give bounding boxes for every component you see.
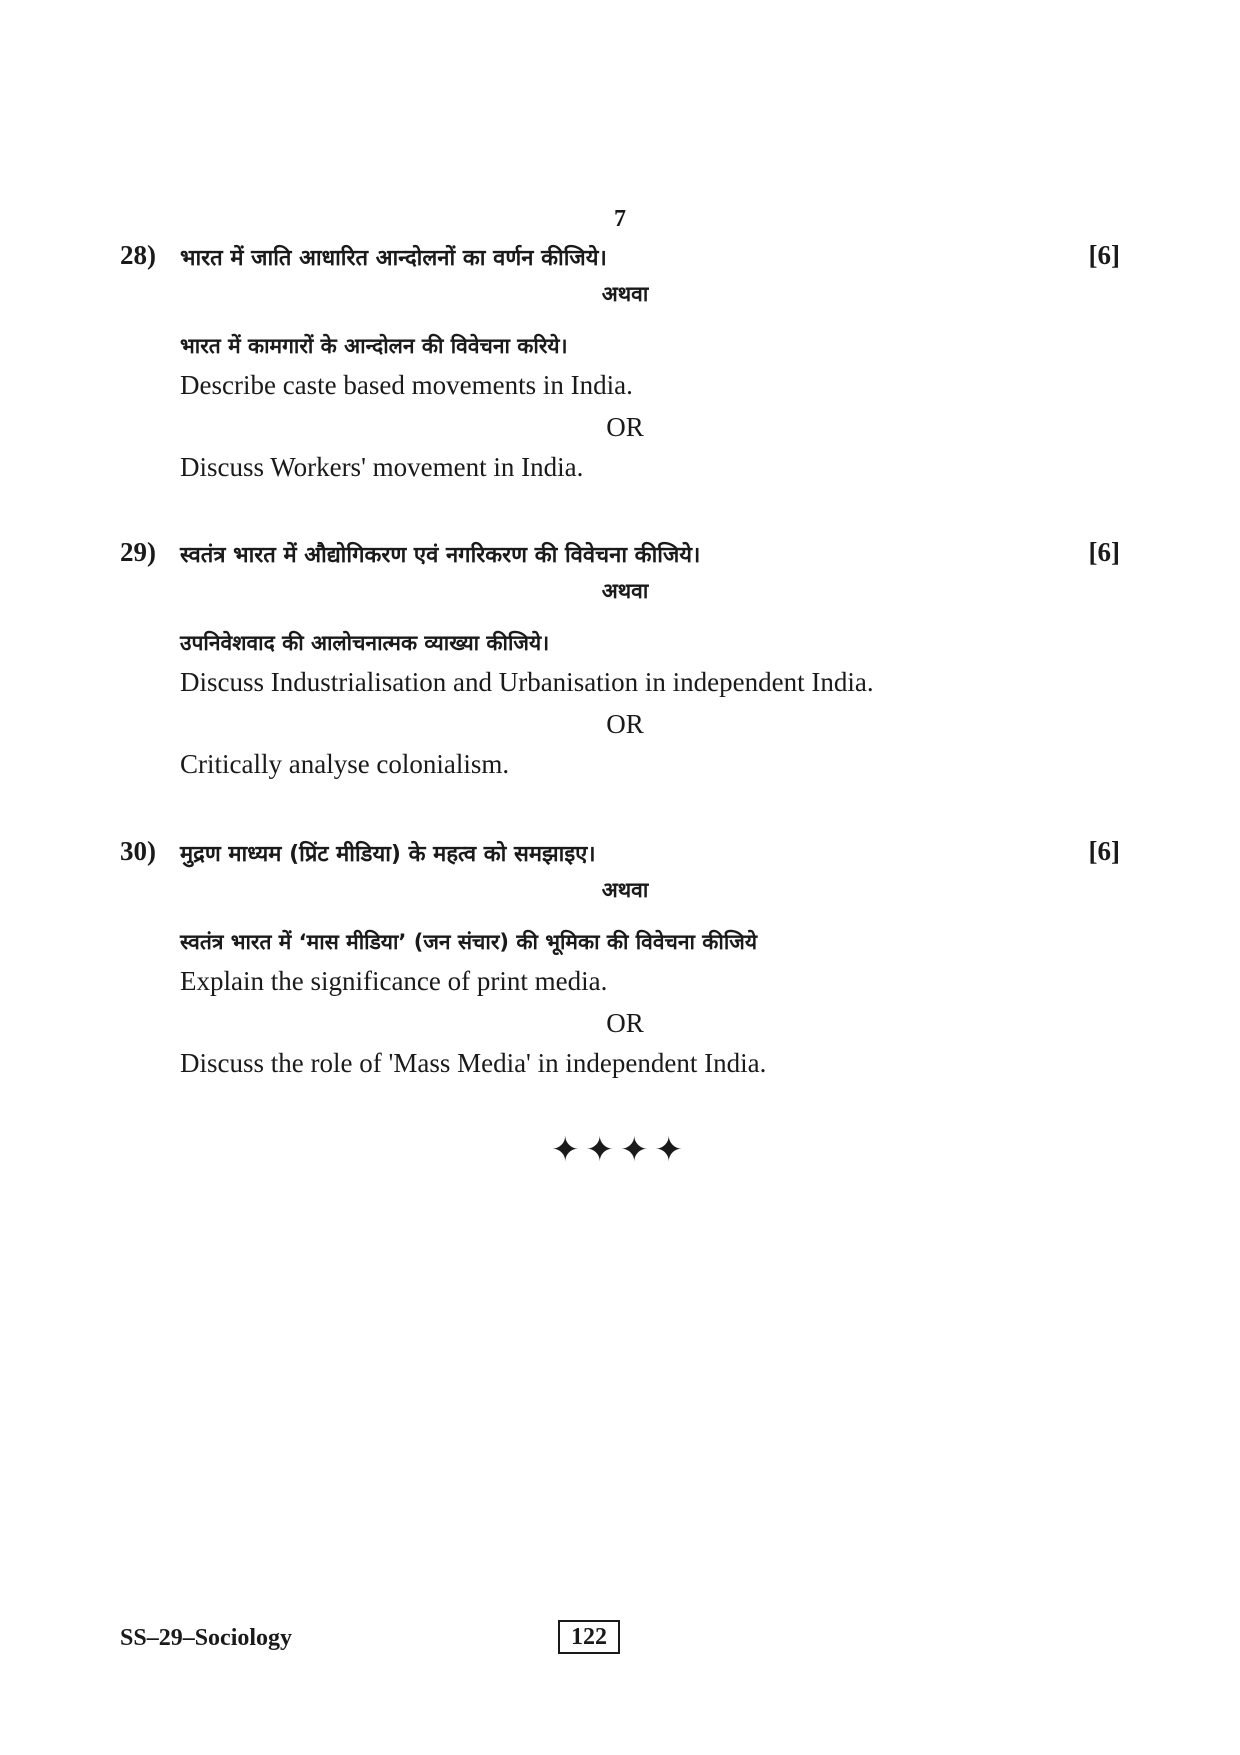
question-english-alt: Discuss Workers' movement in India.	[180, 452, 584, 482]
question-marks: [6]	[1088, 836, 1120, 866]
question-29	[120, 537, 1120, 779]
question-header	[120, 537, 1120, 581]
footer-page-number: 122	[558, 1620, 620, 1654]
or-hindi: अथवा	[601, 579, 649, 603]
question-header	[120, 240, 1120, 284]
question-english-alt: Discuss the role of 'Mass Media' in independent India.	[180, 1048, 767, 1078]
question-hindi-alt: स्वतंत्र भारत में ‘मास मीडिया’ (जन संचार) की भूमिका की विवेचना कीजिये	[180, 930, 758, 954]
question-english-main: Describe caste based movements in India.	[180, 370, 633, 400]
end-divider-stars: ✦✦✦✦	[551, 1132, 689, 1169]
question-number: 30)	[120, 836, 156, 866]
question-28	[120, 240, 1120, 482]
question-hindi-alt: भारत में कामगारों के आन्दोलन की विवेचना करिये।	[180, 334, 568, 358]
page-number-top: 7	[614, 206, 626, 232]
or-english: OR	[606, 1008, 644, 1038]
question-number: 29)	[120, 537, 156, 567]
or-english: OR	[606, 709, 644, 739]
question-hindi-main: भारत में जाति आधारित आन्दोलनों का वर्णन कीजिये।	[180, 246, 607, 271]
question-hindi-alt: उपनिवेशवाद की आलोचनात्मक व्याख्या कीजिये।	[180, 631, 550, 655]
footer-paper-code: SS–29–Sociology	[120, 1625, 293, 1651]
question-header	[120, 836, 1120, 880]
or-hindi: अथवा	[601, 878, 649, 902]
question-hindi-main: स्वतंत्र भारत में औद्योगिकरण एवं नगरिकरण की विवेचना कीजिये।	[180, 543, 701, 568]
question-english-alt: Critically analyse colonialism.	[180, 749, 510, 779]
question-number: 28)	[120, 240, 156, 270]
question-marks: [6]	[1088, 240, 1120, 270]
or-english: OR	[606, 412, 644, 442]
question-english-main: Discuss Industrialisation and Urbanisation in independent India.	[180, 667, 874, 697]
or-hindi: अथवा	[601, 282, 649, 306]
question-marks: [6]	[1088, 537, 1120, 567]
question-30	[120, 836, 1120, 1078]
question-hindi-main: मुद्रण माध्यम (प्रिंट मीडिया) के महत्व को समझाइए।	[180, 842, 596, 867]
question-english-main: Explain the significance of print media.	[180, 966, 608, 996]
